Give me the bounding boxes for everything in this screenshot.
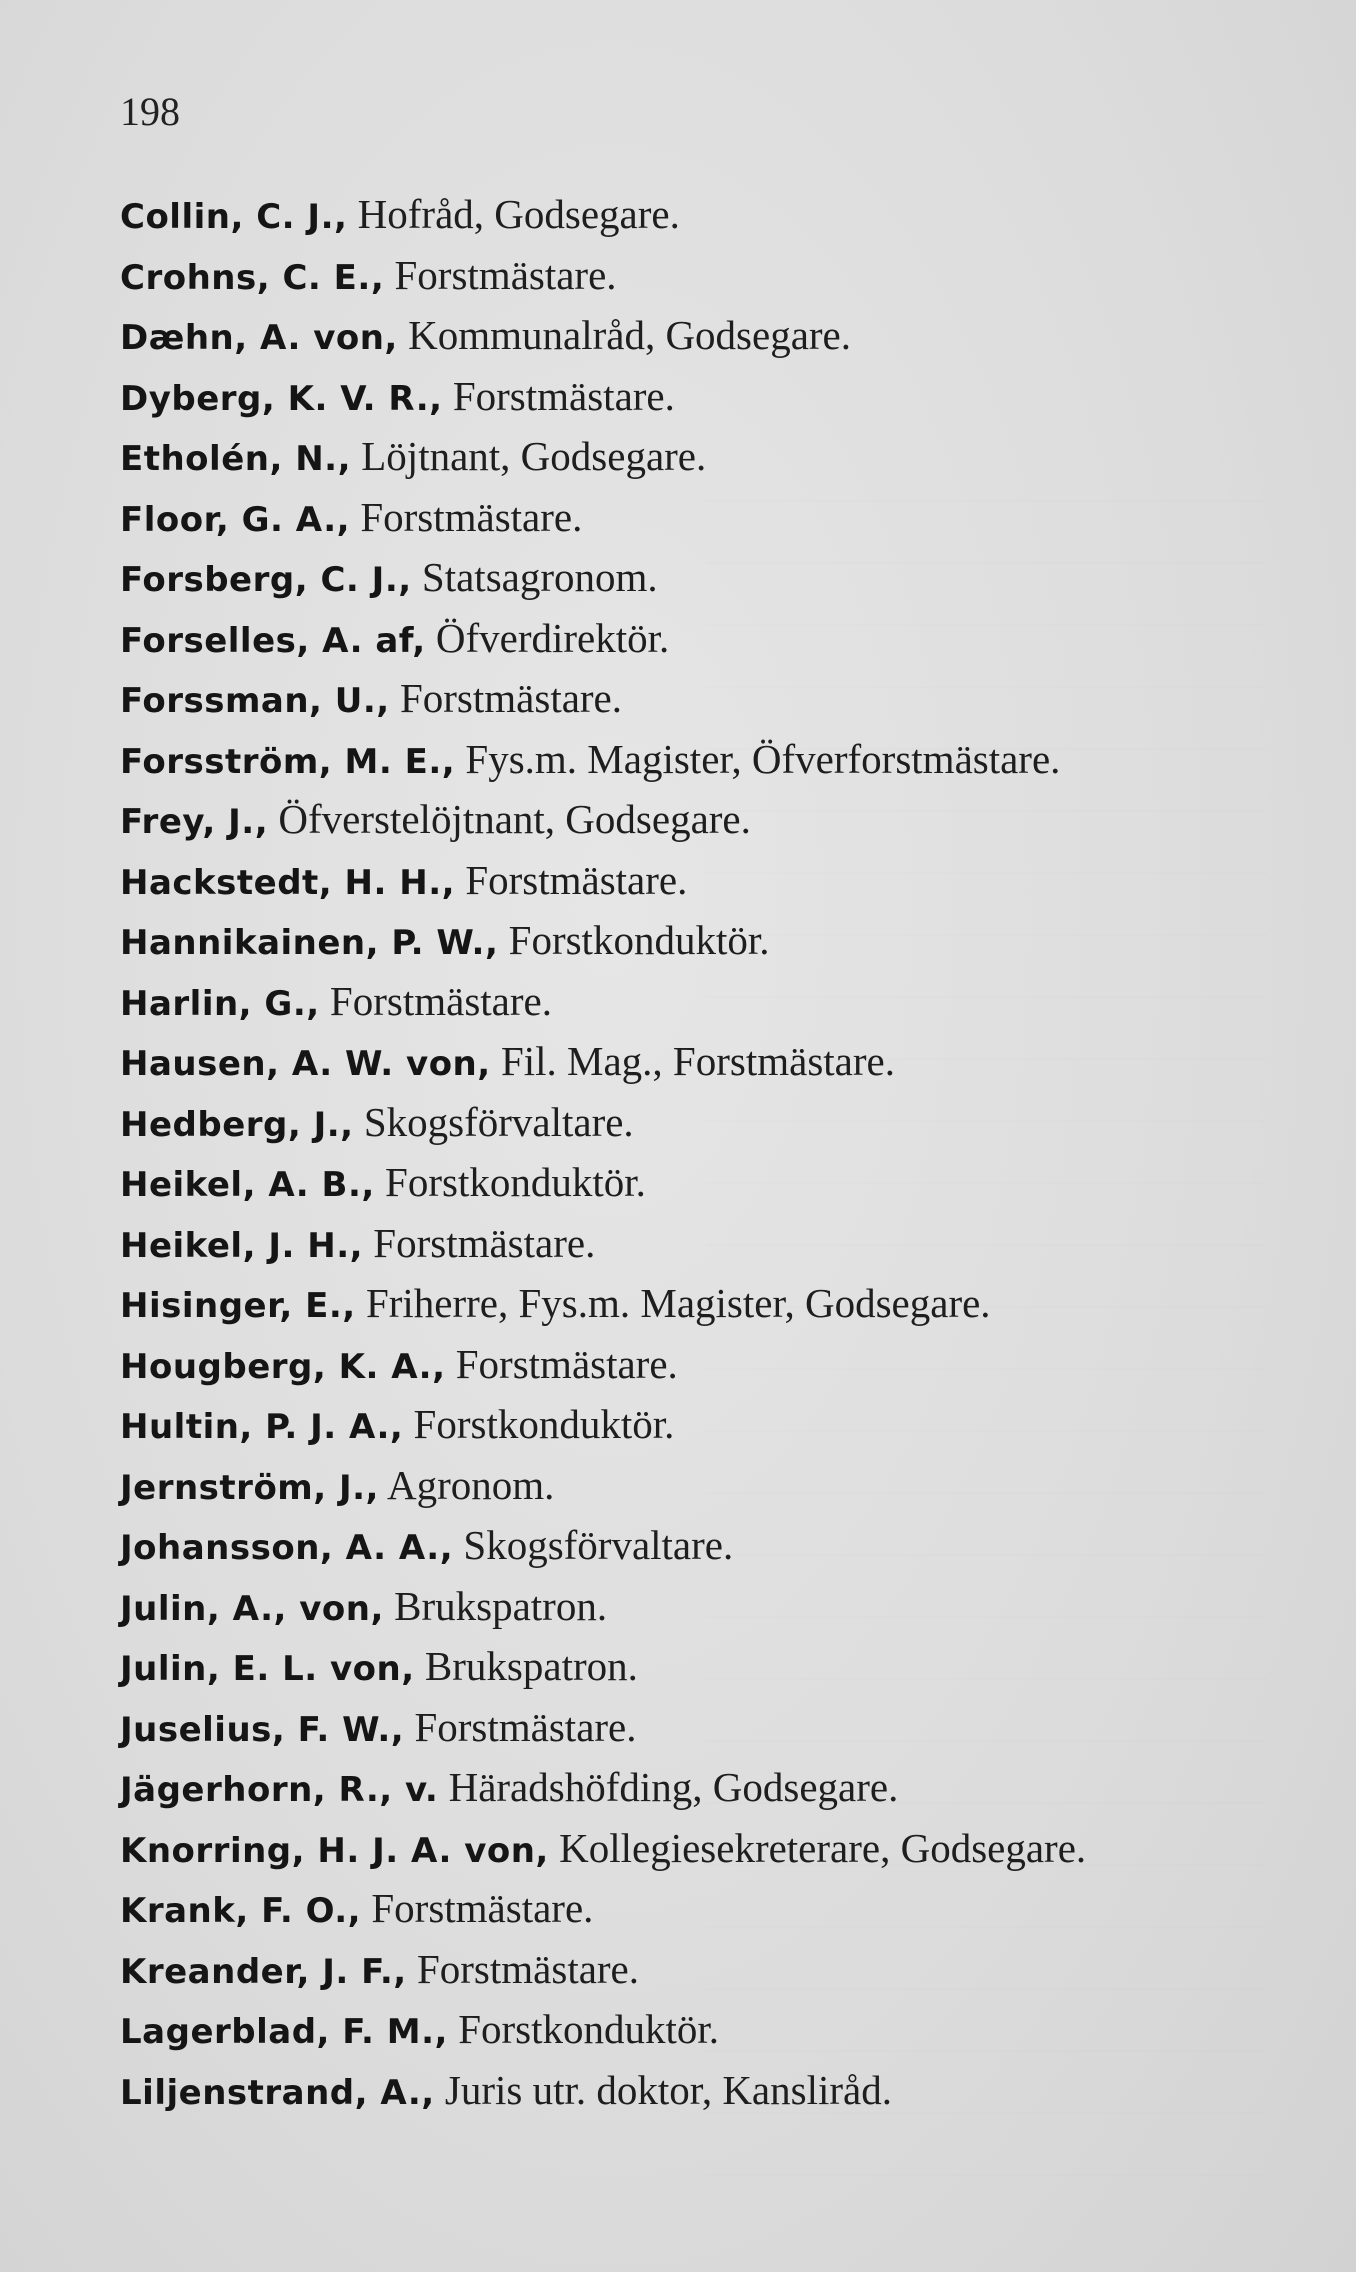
list-item bbox=[120, 1394, 1240, 1455]
entry-name: Knorring, H. J. A. von, bbox=[120, 1830, 549, 1871]
entry-name: Hisinger, E., bbox=[120, 1286, 356, 1326]
entry-name: Jägerhorn, R., v. bbox=[120, 1770, 439, 1810]
entry-name: Julin, E. L. von, bbox=[120, 1649, 415, 1689]
entry-title: Forstkonduktör. bbox=[447, 2006, 720, 2052]
entry-name: Forssman, U., bbox=[120, 681, 390, 721]
entry-name: Floor, G. A., bbox=[120, 499, 351, 540]
member-list bbox=[120, 184, 1240, 2120]
entry-title: Häradshöfding, Godsegare. bbox=[438, 1764, 899, 1810]
entry-name: Hausen, A. W. von, bbox=[120, 1044, 491, 1084]
entry-name: Hedberg, J., bbox=[120, 1104, 354, 1145]
entry-name: Liljenstrand, A., bbox=[120, 2072, 435, 2113]
list-item bbox=[120, 1697, 1240, 1758]
entry-title: Forstmästare. bbox=[350, 493, 583, 540]
list-item bbox=[120, 305, 1240, 366]
list-item bbox=[120, 1636, 1240, 1697]
entry-title: Skogsförvaltare. bbox=[353, 1098, 634, 1145]
entry-name: Dyberg, K. V. R., bbox=[120, 378, 443, 419]
entry-name: Forsberg, C. J., bbox=[120, 560, 412, 600]
entry-title: Agronom. bbox=[378, 1461, 555, 1508]
list-item bbox=[120, 789, 1240, 850]
list-item bbox=[120, 608, 1240, 669]
entry-title: Fil. Mag., Forstmästare. bbox=[490, 1038, 895, 1084]
entry-title: Fys.m. Magister, Öfverforstmästare. bbox=[455, 735, 1061, 782]
entry-title: Forstkonduktör. bbox=[498, 917, 770, 963]
entry-title: Brukspatron. bbox=[383, 1582, 608, 1629]
entry-name: Juselius, F. W., bbox=[120, 1709, 405, 1750]
list-item bbox=[120, 1455, 1240, 1516]
entry-title: Kollegiesekreterare, Godsegare. bbox=[548, 1824, 1087, 1871]
list-item bbox=[120, 1152, 1240, 1213]
entry-title: Forstmästare. bbox=[384, 251, 617, 298]
list-item bbox=[120, 1515, 1240, 1576]
entry-title: Forstmästare. bbox=[442, 372, 675, 419]
entry-title: Kommunalråd, Godsegare. bbox=[397, 312, 852, 358]
entry-title: Löjtnant, Godsegare. bbox=[351, 433, 707, 479]
entry-name: Forsström, M. E., bbox=[120, 741, 456, 782]
list-item bbox=[120, 1273, 1240, 1334]
entry-name: Krank, F. O., bbox=[120, 1891, 362, 1931]
entry-name: Jernström, J., bbox=[120, 1467, 379, 1508]
list-item bbox=[120, 184, 1240, 245]
entry-title: Skogsförvaltare. bbox=[453, 1522, 734, 1568]
entry-name: Etholén, N., bbox=[120, 439, 352, 479]
list-item bbox=[120, 1031, 1240, 1092]
list-item bbox=[120, 1757, 1240, 1818]
entry-name: Forselles, A. af, bbox=[120, 620, 426, 661]
entry-title: Forstmästare. bbox=[406, 1945, 640, 1992]
entry-name: Crohns, C. E., bbox=[120, 257, 385, 298]
list-item bbox=[120, 971, 1240, 1032]
entry-name: Collin, C. J., bbox=[120, 197, 348, 237]
entry-title: Forstmästare. bbox=[404, 1703, 637, 1750]
entry-title: Öfverdirektör. bbox=[425, 614, 670, 661]
entry-title: Forstmästare. bbox=[445, 1340, 678, 1387]
list-item bbox=[120, 1818, 1240, 1879]
entry-name: Hougberg, K. A., bbox=[120, 1346, 446, 1387]
list-item bbox=[120, 426, 1240, 487]
list-item bbox=[120, 1878, 1240, 1939]
entry-title: Friherre, Fys.m. Magister, Godsegare. bbox=[355, 1280, 991, 1326]
entry-title: Brukspatron. bbox=[414, 1643, 638, 1689]
entry-name: Heikel, A. B., bbox=[120, 1165, 375, 1205]
list-item bbox=[120, 1939, 1240, 2000]
entry-name: Julin, A., von, bbox=[120, 1588, 384, 1629]
entry-name: Heikel, J. H., bbox=[120, 1225, 364, 1266]
page-number: 198 bbox=[120, 89, 180, 134]
entry-name: Kreander, J. F., bbox=[120, 1951, 407, 1992]
entry-name: Lagerblad, F. M., bbox=[120, 2012, 448, 2052]
list-item bbox=[120, 910, 1240, 971]
list-item bbox=[120, 1999, 1240, 2060]
entry-title: Forstmästare. bbox=[455, 856, 688, 903]
entry-title: Hofråd, Godsegare. bbox=[347, 191, 680, 237]
list-item bbox=[120, 2060, 1240, 2121]
entry-name: Dæhn, A. von, bbox=[120, 318, 398, 358]
entry-title: Statsagronom. bbox=[411, 554, 658, 600]
entry-name: Hackstedt, H. H., bbox=[120, 862, 456, 903]
list-item bbox=[120, 1334, 1240, 1395]
list-item bbox=[120, 1213, 1240, 1274]
entry-name: Johansson, A. A., bbox=[120, 1528, 454, 1568]
entry-title: Forstkonduktör. bbox=[374, 1159, 646, 1205]
list-item bbox=[120, 850, 1240, 911]
list-item bbox=[120, 547, 1240, 608]
entry-title: Forstmästare. bbox=[319, 977, 552, 1024]
entry-name: Harlin, G., bbox=[120, 983, 320, 1024]
list-item bbox=[120, 1092, 1240, 1153]
entry-title: Forstmästare. bbox=[363, 1219, 596, 1266]
entry-title: Forstmästare. bbox=[361, 1885, 594, 1931]
list-item bbox=[120, 729, 1240, 790]
entry-title: Öfverstelöjtnant, Godsegare. bbox=[268, 796, 751, 842]
list-item bbox=[120, 366, 1240, 427]
list-item bbox=[120, 668, 1240, 729]
entry-name: Frey, J., bbox=[120, 802, 269, 842]
list-item bbox=[120, 1576, 1240, 1637]
entry-name: Hultin, P. J. A., bbox=[120, 1407, 404, 1447]
bleed-line bbox=[706, 2114, 1266, 2176]
list-item bbox=[120, 487, 1240, 548]
entry-title: Juris utr. doktor, Kansliråd. bbox=[434, 2066, 892, 2113]
entry-name: Hannikainen, P. W., bbox=[120, 923, 499, 963]
entry-title: Forstkonduktör. bbox=[403, 1401, 675, 1447]
list-item bbox=[120, 245, 1240, 306]
entry-title: Forstmästare. bbox=[389, 675, 623, 721]
